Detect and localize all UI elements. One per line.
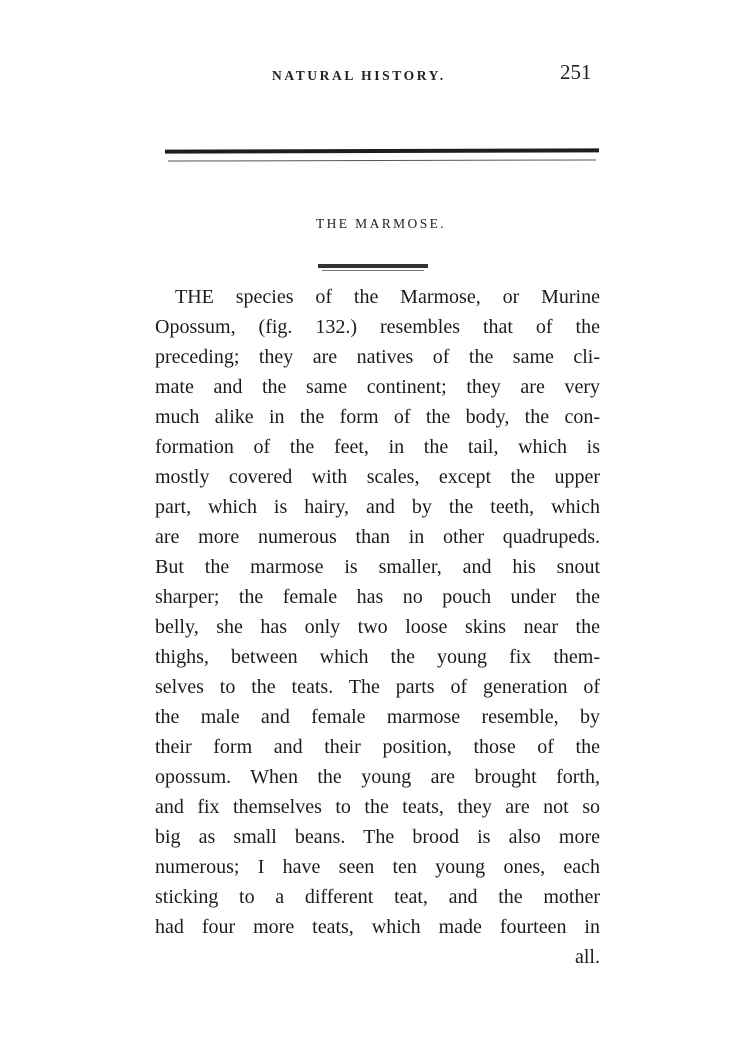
text-line: all.	[575, 946, 600, 968]
text-line: mate and the same continent; they are very	[155, 376, 600, 398]
header-rule-thin	[168, 159, 596, 161]
text-line: had four more teats, which made fourteen in	[155, 916, 600, 938]
section-title: THE MARMOSE.	[315, 216, 447, 231]
text-line: belly, she has only two loose skins near the	[155, 616, 600, 638]
text-line: the male and female marmose resemble, by	[155, 706, 600, 728]
text-line: sharper; the female has no pouch under the	[155, 586, 600, 608]
text-line: selves to the teats. The parts of generation of	[155, 676, 600, 698]
header-rule	[165, 148, 599, 153]
text-line: big as small beans. The brood is also more	[155, 826, 600, 848]
body-paragraph	[155, 282, 600, 972]
section-title-container	[0, 216, 750, 232]
text-line: and fix themselves to the teats, they are not so	[155, 796, 600, 818]
text-line: preceding; they are natives of the same cli-	[155, 346, 600, 368]
text-line: mostly covered with scales, except the upper	[155, 466, 600, 488]
text-line: are more numerous than in other quadrupeds.	[155, 526, 600, 548]
text-line: numerous; I have seen ten young ones, each	[155, 856, 600, 878]
text-line: sticking to a different teat, and the mother	[155, 886, 600, 908]
text-line: Opossum, (fig. 132.) resembles that of the	[155, 316, 600, 338]
text-line: thighs, between which the young fix them-	[155, 646, 600, 668]
text-line: formation of the feet, in the tail, which is	[155, 436, 600, 458]
ornamental-rule	[318, 264, 428, 268]
text-line: much alike in the form of the body, the con-	[155, 406, 600, 428]
text-line: opossum. When the young are brought forth,	[155, 766, 600, 788]
ornamental-rule-thin	[322, 270, 424, 271]
text-line: part, which is hairy, and by the teeth, which	[155, 496, 600, 518]
running-head: NATURAL HISTORY.	[272, 68, 446, 83]
page-number: 251	[560, 60, 592, 84]
text-line: But the marmose is smaller, and his snout	[155, 556, 600, 578]
text-line: THE species of the Marmose, or Murine	[175, 286, 600, 308]
text-line: their form and their position, those of the	[155, 736, 600, 758]
